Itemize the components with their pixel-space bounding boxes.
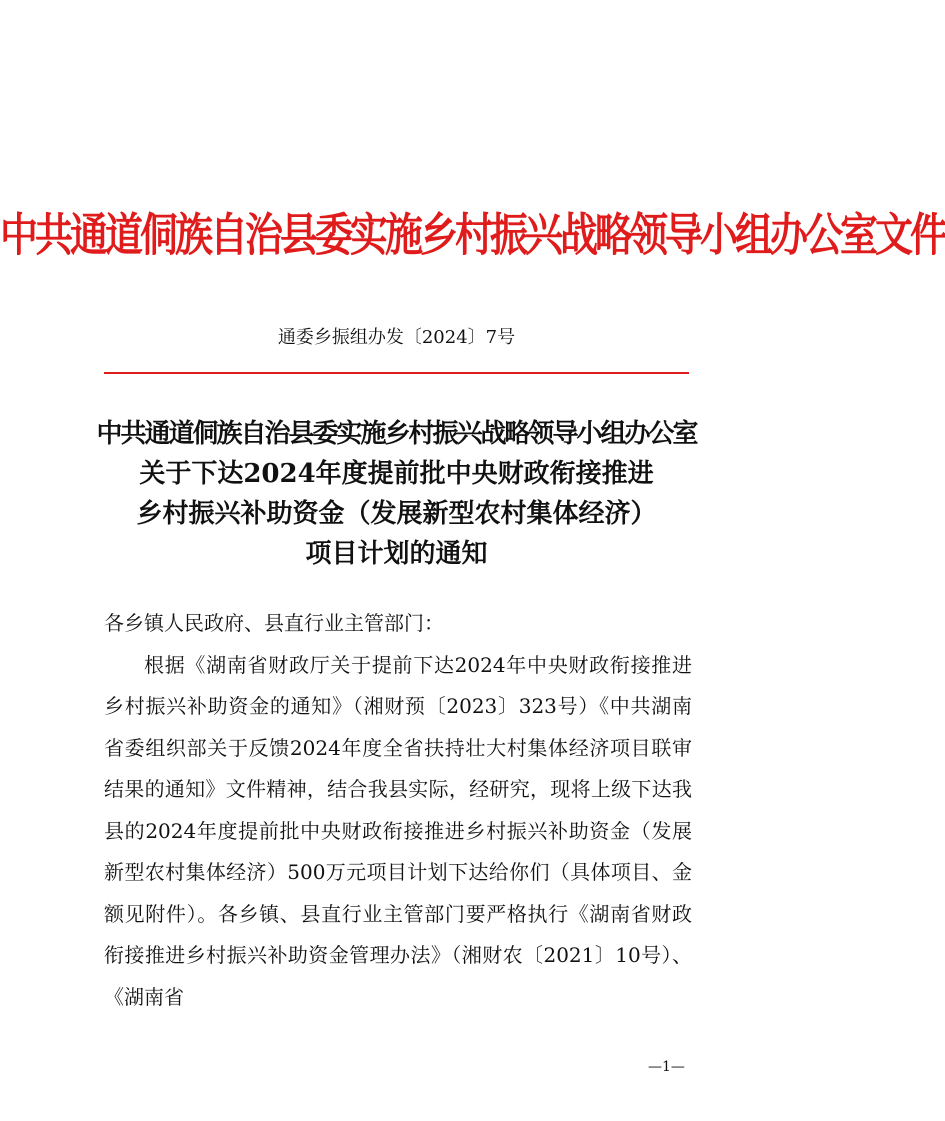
notice-title-line: 中共通道侗族自治县委实施乡村振兴战略领导小组办公室	[96, 419, 697, 449]
red-separator-line	[104, 372, 689, 374]
page-number: —1—	[648, 1059, 685, 1075]
body-paragraph: 根据《湖南省财政厅关于提前下达2024年中央财政衔接推进乡村振兴补助资金的通知》（湘财预〔2023〕323号）《中共湖南省委组织部关于反馈2024年度全省扶持壮大村集体经济项目联审结果的通知》文件精神，结合我县实际，经研究，现将上级下达我县的2024年度提前批中央财政衔接推进乡村振兴补助资金（发展新型农村集体经济）500万元项目计划下达给你们（具体项目、金额见附件）。各乡镇、县直行业主管部门要严格执行《湖南省财政衔接推进乡村振兴补助资金管理办法》（湘财农〔2021〕10号）、《湖南省	[104, 652, 692, 1009]
issuer-header: 中共通道侗族自治县委实施乡村振兴战略领导小组办公室文件	[0, 207, 945, 262]
notice-title-line: 项目计划的通知	[305, 539, 488, 569]
notice-title	[0, 414, 793, 574]
salutation: 各乡镇人民政府、县直行业主管部门：	[104, 611, 444, 635]
notice-title-line: 乡村振兴补助资金（发展新型农村集体经济）	[136, 499, 657, 529]
notice-title-line: 关于下达2024年度提前批中央财政衔接推进	[139, 459, 654, 489]
document-body	[104, 603, 692, 1018]
document-number: 通委乡振组办发〔2024〕7号	[277, 327, 516, 348]
